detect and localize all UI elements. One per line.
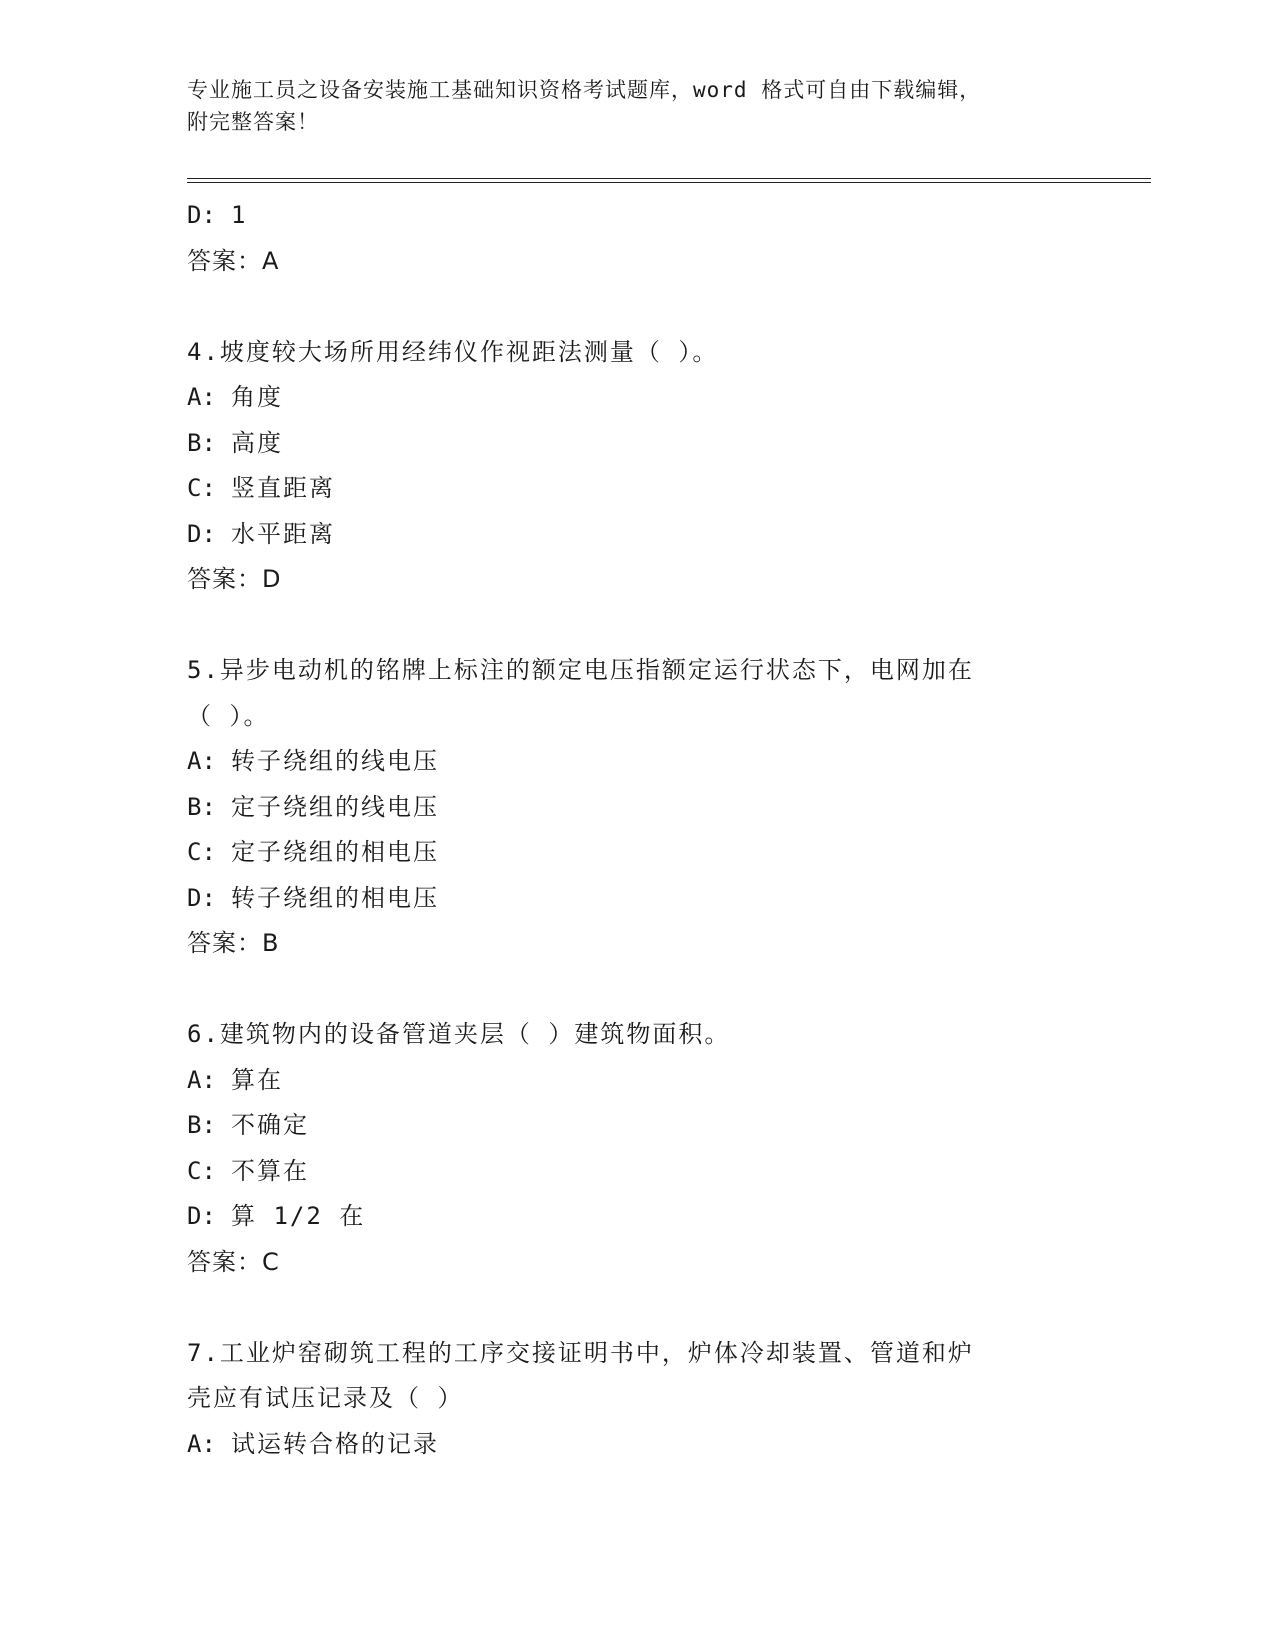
option-text: 不确定 xyxy=(231,1111,309,1139)
option-letter: D: xyxy=(187,201,216,229)
option-text: 定子绕组的相电压 xyxy=(231,838,439,866)
option-text: 竖直距离 xyxy=(231,474,335,502)
option-letter: D: xyxy=(187,519,216,548)
option-text: 算在 xyxy=(231,1065,283,1094)
option-letter: B: xyxy=(187,1111,216,1139)
option-row xyxy=(187,785,1087,831)
option-row xyxy=(187,1194,1087,1240)
option-text: 高度 xyxy=(231,428,283,457)
option-row xyxy=(187,193,1087,239)
option-row xyxy=(187,830,1087,876)
option-letter: D: xyxy=(187,1202,216,1230)
option-text: 角度 xyxy=(231,383,283,411)
option-row xyxy=(187,466,1087,512)
document-header xyxy=(187,74,1087,138)
option-letter: C: xyxy=(187,474,216,502)
option-row xyxy=(187,1058,1087,1104)
option-letter: B: xyxy=(187,428,216,457)
question-list xyxy=(187,193,1087,1467)
option-text: 1 xyxy=(231,201,248,229)
option-text: 试运转合格的记录 xyxy=(231,1429,439,1458)
option-letter: A: xyxy=(187,383,216,411)
option-row xyxy=(187,1149,1087,1195)
option-row xyxy=(187,1422,1087,1468)
option-letter: C: xyxy=(187,838,216,866)
option-text: 定子绕组的线电压 xyxy=(231,792,439,821)
header-line-1: 专业施工员之设备安装施工基础知识资格考试题库，word 格式可自由下载编辑， xyxy=(187,78,982,102)
option-row xyxy=(187,1103,1087,1149)
option-letter: C: xyxy=(187,1156,216,1185)
option-text: 算 1/2 在 xyxy=(231,1202,366,1230)
option-letter: A: xyxy=(187,747,216,775)
question-stem-continued: 壳应有试压记录及（ ） xyxy=(187,1384,464,1412)
header-line-2: 附完整答案！ xyxy=(187,110,319,134)
option-text: 不算在 xyxy=(231,1156,309,1185)
question-block xyxy=(187,330,1087,603)
option-letter: A: xyxy=(187,1065,216,1094)
question-block xyxy=(187,1012,1087,1285)
header-double-rule xyxy=(187,178,1151,183)
option-row xyxy=(187,512,1087,558)
option-row xyxy=(187,375,1087,421)
option-text: 水平距离 xyxy=(231,519,335,548)
question-block xyxy=(187,1331,1087,1468)
question-stem: 7.工业炉窑砌筑工程的工序交接证明书中，炉体冷却装置、管道和炉 xyxy=(187,1338,974,1367)
option-letter: D: xyxy=(187,883,216,912)
option-text: 转子绕组的线电压 xyxy=(231,747,439,775)
question-stem: 5.异步电动机的铭牌上标注的额定电压指额定运行状态下，电网加在 xyxy=(187,656,974,684)
option-text: 转子绕组的相电压 xyxy=(231,883,439,912)
option-letter: A: xyxy=(187,1429,216,1458)
question-stem-continued: （ ）。 xyxy=(187,701,270,730)
answer-line: 答案：C xyxy=(187,1247,280,1276)
answer-line: 答案：A xyxy=(187,246,280,275)
option-letter: B: xyxy=(187,792,216,821)
option-row xyxy=(187,739,1087,785)
option-row xyxy=(187,876,1087,922)
question-stem: 6.建筑物内的设备管道夹层（ ）建筑物面积。 xyxy=(187,1020,731,1048)
question-stem: 4.坡度较大场所用经纬仪作视距法测量（ ）。 xyxy=(187,337,719,366)
question-block xyxy=(187,648,1087,967)
option-row xyxy=(187,421,1087,467)
answer-line: 答案：D xyxy=(187,565,282,593)
answer-line: 答案：B xyxy=(187,929,280,957)
